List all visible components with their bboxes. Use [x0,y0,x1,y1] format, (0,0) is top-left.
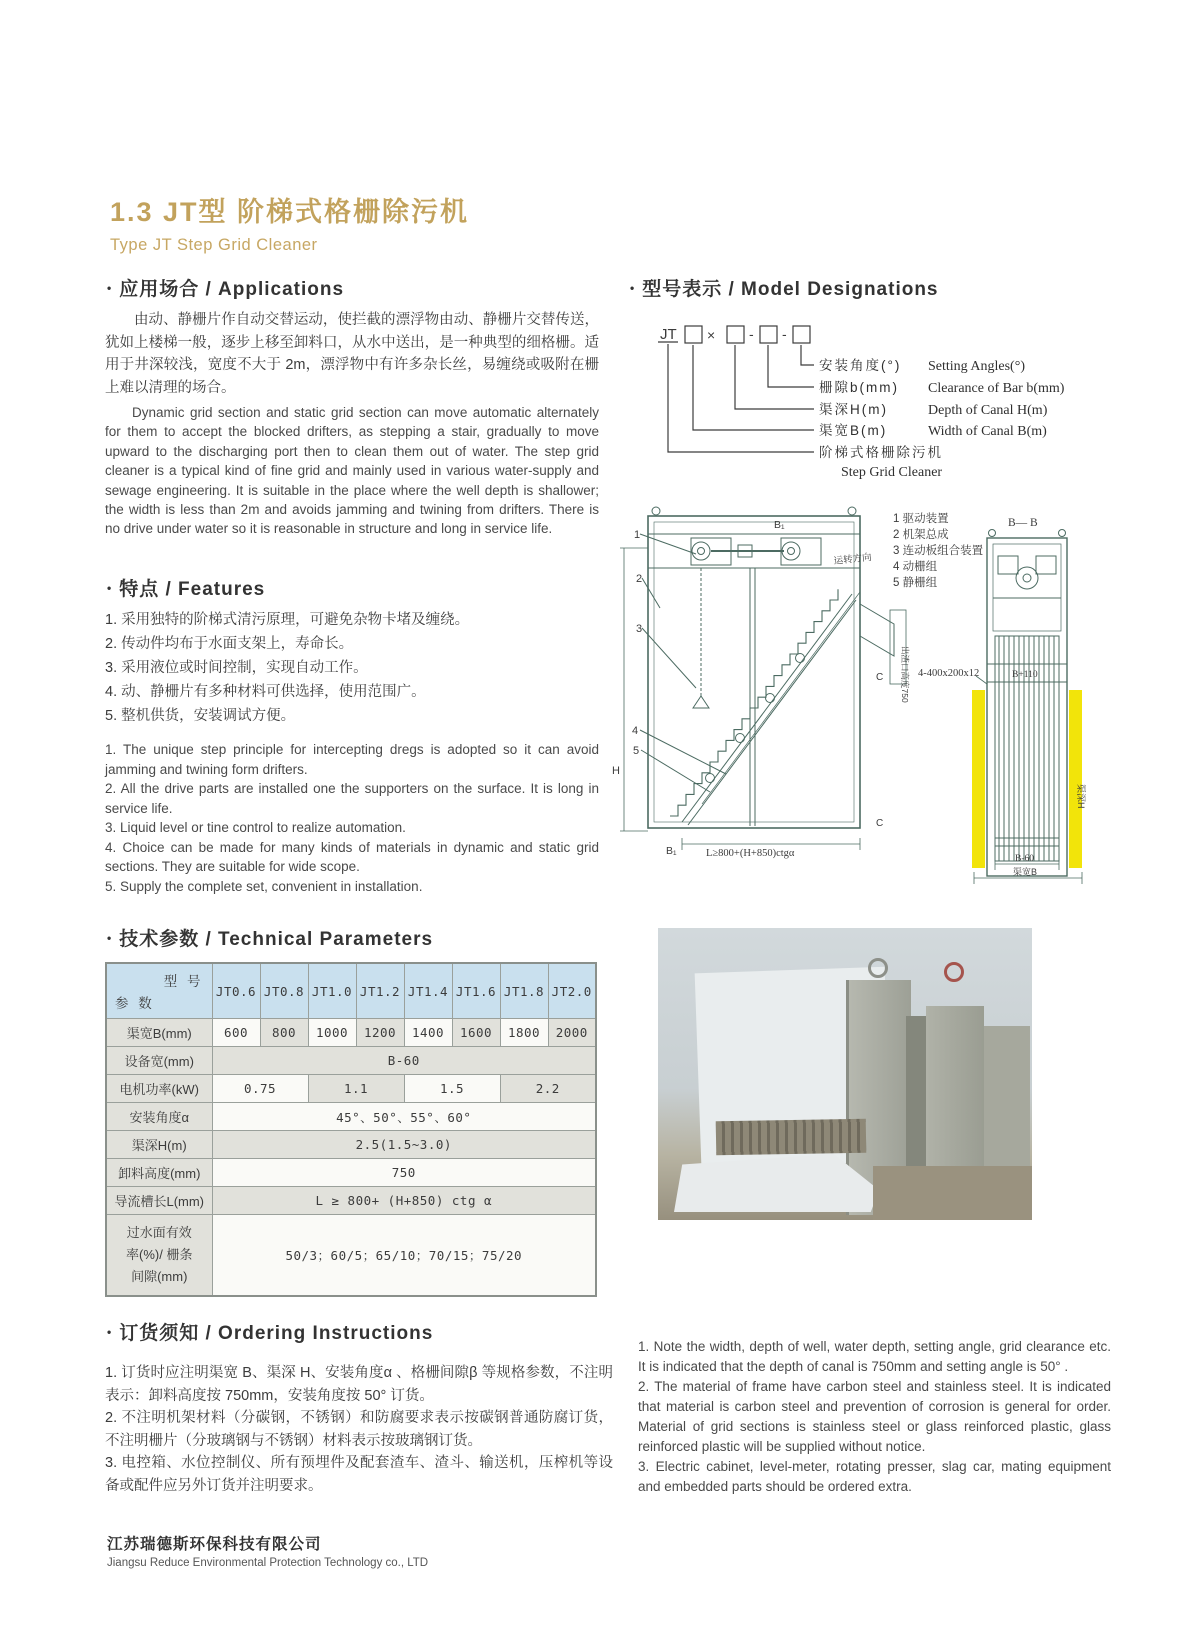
model-column-header: JT1.8 [500,963,548,1019]
table-cell: 2.5(1.5~3.0) [212,1131,596,1159]
table-cell: 1600 [452,1019,500,1047]
company-name-en: Jiangsu Reduce Environmental Protection Technology co., LTD [107,1557,429,1569]
row-label: 渠深H(m) [106,1131,212,1159]
times-sign: × [707,327,716,343]
c-mark: C [876,818,884,829]
ordering-item: 2. The material of frame have carbon steel and stainless steel. It is indicated that material is carbon steel and prevention of corrosion is general for order. Material of grid sections is stainless steel or glass reinforced plastic, glass reinforced plastic will be supplied without notice. [638,1379,1111,1454]
photo-lifting-eye [944,962,964,982]
feature-item: 4. 动、静栅片有多种材料可供选择，使用范围广。 [105,684,426,700]
bullet-icon: • [107,931,113,945]
features-list-zh [105,608,605,728]
bullet-icon: • [107,1325,113,1339]
ordering-list-en [638,1337,1111,1497]
legend-item: 1 驱动装置 [893,513,949,525]
model-column-header: JT0.8 [260,963,308,1019]
model-row-zh: 栅隙b(mm) [819,380,899,395]
model-row-en: Setting Angles(°) [928,359,1025,374]
page-title: 1.3 JT型 阶梯式格栅除污机 [110,197,470,227]
feature-item: 1. The unique step principle for intercepting dregs is adopted so it can avoid jamming and twining form drifters. [105,742,599,777]
table-row [106,1019,596,1047]
table-row [106,1215,596,1297]
ordering-item: 1. Note the width, depth of well, water depth, setting angle, grid clearance etc. It is indicated that the depth of canal is 750mm and setting angle is 50° . [638,1339,1111,1374]
table-cell: L ≥ 800+ (H+850) ctg α [212,1187,596,1215]
row-label: 过水面有效 率(%)/ 栅条 间隙(mm) [106,1215,212,1297]
table-cell: 1.5 [404,1075,500,1103]
b110-label: B+110 [1012,670,1038,680]
table-cell: 1400 [404,1019,452,1047]
model-row-en: Width of Canal B(m) [928,424,1047,439]
feature-item: 2. All the drive parts are installed one the supporters on the surface. It is long in service life. [105,781,599,816]
model-row-zh: 渠深H(m) [819,402,888,417]
table-corner-cell [106,963,212,1019]
table-row [106,1187,596,1215]
section-view [972,530,1082,885]
model-row-zh: 阶梯式格栅除污机 [819,445,943,460]
table-cell: B-60 [212,1047,596,1075]
table-cell: 750 [212,1159,596,1187]
callout-4: 4 [632,725,639,737]
row-label: 电机功率(kW) [106,1075,212,1103]
legend-item: 5 静栅组 [893,577,938,589]
b60-label: B-60 [1015,854,1034,864]
model-column-header: JT1.6 [452,963,500,1019]
table-cell: 1800 [500,1019,548,1047]
photo-floor [873,1166,1032,1220]
applications-heading: • 应用场合 / Applications [107,279,345,300]
bullet-icon: • [107,281,113,295]
table-cell: 1200 [356,1019,404,1047]
model-row-zh: 渠宽B(m) [819,423,888,438]
callout-3: 3 [636,623,643,635]
table-cell: 45°、50°、55°、60° [212,1103,596,1131]
ordering-list-zh [105,1362,613,1497]
model-column-header: JT0.6 [212,963,260,1019]
technical-parameters-heading: • 技术参数 / Technical Parameters [107,929,434,950]
c-mark: C [876,672,884,683]
photo-lifting-eye [868,958,888,978]
model-prefix: JT [660,326,677,343]
ordering-item: 3. Electric cabinet, level-meter, rotating presser, slag car, mating equipment and embedded parts should be ordered extra. [638,1459,1111,1494]
b1-top-label: B₁ [774,519,785,531]
company-name-zh: 江苏瑞德斯环保科技有限公司 [107,1536,322,1553]
legend-item: 3 连动板组合装置 [893,545,984,557]
photo-grid-teeth [716,1119,867,1156]
table-cell: 1.1 [308,1075,404,1103]
table-cell: 2000 [548,1019,596,1047]
engineering-drawing [598,486,1146,886]
table-row [106,1075,596,1103]
dash-sign: - [749,326,754,342]
model-column-header: JT1.2 [356,963,404,1019]
table-cell: 800 [260,1019,308,1047]
applications-text-zh: 由动、静栅片作自动交替运动，使拦截的漂浮物由动、静栅片交替传送，犹如上楼梯一般，逐步上移至卸料口，从水中送出，是一种典型的细格栅。适用于井深较浅，宽度不大于 2m，漂浮物中有许多杂长丝，易缠绕或吸附在栅上难以清理的场合。 [105,312,599,396]
feature-item: 3. Liquid level or tine control to realize automation. [105,820,406,835]
table-cell: 50/3；60/5；65/10；70/15；75/20 [212,1215,596,1297]
callout-2: 2 [636,573,643,585]
canal-depth-label: 渠深H [1076,784,1086,809]
model-column-header: JT1.0 [308,963,356,1019]
legend-item: 2 机架总成 [893,529,949,541]
model-code-diagram [628,308,1140,488]
bullet-icon: • [630,281,636,295]
features-heading: • 特点 / Features [107,579,266,600]
table-cell: 600 [212,1019,260,1047]
ordering-item: 2. 不注明机架材料（分碳钢，不锈钢）和防腐要求表示按碳钢普通防腐订货，不注明栅片（分玻璃钢与不锈钢）材料表示按玻璃钢订货。 [105,1410,613,1449]
table-cell: 0.75 [212,1075,308,1103]
features-list-en [105,740,599,896]
model-row-en: Depth of Canal H(m) [928,403,1048,418]
feature-item: 4. Choice can be made for many kinds of materials in dynamic and static grid sections. They are suitable for wide scope. [105,839,599,874]
feature-item: 2. 传动件均布于水面支架上，寿命长。 [105,636,354,652]
feature-item: 5. Supply the complete set, convenient in installation. [105,878,423,894]
section-title: B— B [1008,517,1038,529]
ordering-item: 1. 订货时应注明渠宽 B、渠深 H、安装角度α 、格栅间隙β 等规格参数，不注明表示：卸料高度按 750mm，安装角度按 50° 订货。 [105,1365,613,1404]
h-dim-label: H [612,765,620,777]
model-row-zh: 安装角度(°) [819,358,902,373]
dash-sign: - [782,326,787,342]
corner-model-label: 型 号 [163,974,204,989]
feature-item: 3. 采用液位或时间控制，实现自动工作。 [105,660,368,676]
b1-bottom-label: B₁ [666,845,677,857]
length-formula: L≥800+(H+850)ctgα [706,848,795,859]
direction-label: 运转方向 [833,552,873,567]
page-subtitle: Type JT Step Grid Cleaner [110,236,318,254]
applications-text-en: Dynamic grid section and static grid section can move automatic alternately for them to accept the blocked drifters, as stepping a stair, gradually to move upward to the discharging port then to clean them out of water. The step grid cleaner is a typical kind of fine grid and mainly used in various water-supply and sewage engineering. It is suitable in the place where the well depth is shallower; the width is less than 2m and avoids jamming and twining from drifters. There is no drive under water so it is reasonable in structure and long in service life. [105,405,599,537]
model-code-lines [658,326,814,452]
callout-1: 1 [634,529,641,541]
footer [107,1532,428,1569]
bullet-icon: • [107,581,113,595]
table-row [106,1047,596,1075]
row-label: 卸料高度(mm) [106,1159,212,1187]
ordering-item: 3. 电控箱、水位控制仪、所有预埋件及配套渣车、渣斗、输送机，压榨机等设备或配件应另外订货并注明要求。 [105,1455,613,1494]
callout-5: 5 [633,745,640,757]
discharge-height-label: 出渣口高度750 [900,646,910,703]
row-label: 设备宽(mm) [106,1047,212,1075]
product-photo [658,928,1032,1220]
row-label: 渠宽B(mm) [106,1019,212,1047]
table-row [106,1159,596,1187]
row-label: 安装角度α [106,1103,212,1131]
corner-param-label: 参 数 [115,996,155,1011]
model-row-en: Clearance of Bar b(mm) [928,381,1065,396]
technical-parameters-table [105,962,597,1297]
bolt-spec-label: 4-400x200x12 [918,668,980,679]
row-label: 导流槽长L(mm) [106,1187,212,1215]
ordering-heading: • 订货须知 / Ordering Instructions [107,1323,434,1344]
feature-item: 1. 采用独特的阶梯式清污原理，可避免杂物卡堵及缠绕。 [105,612,470,628]
legend-item: 4 动栅组 [893,561,938,573]
model-column-header: JT1.4 [404,963,452,1019]
table-row [106,1103,596,1131]
feature-item: 5. 整机供货，安装调试方便。 [105,708,296,724]
table-cell: 2.2 [500,1075,596,1103]
canal-width-label: 渠宽B [1013,867,1038,877]
title-block [110,190,469,255]
model-column-header: JT2.0 [548,963,596,1019]
table-cell: 1000 [308,1019,356,1047]
table-row [106,1131,596,1159]
model-row-en: Step Grid Cleaner [841,465,943,480]
model-designations-heading: • 型号表示 / Model Designations [630,279,939,300]
